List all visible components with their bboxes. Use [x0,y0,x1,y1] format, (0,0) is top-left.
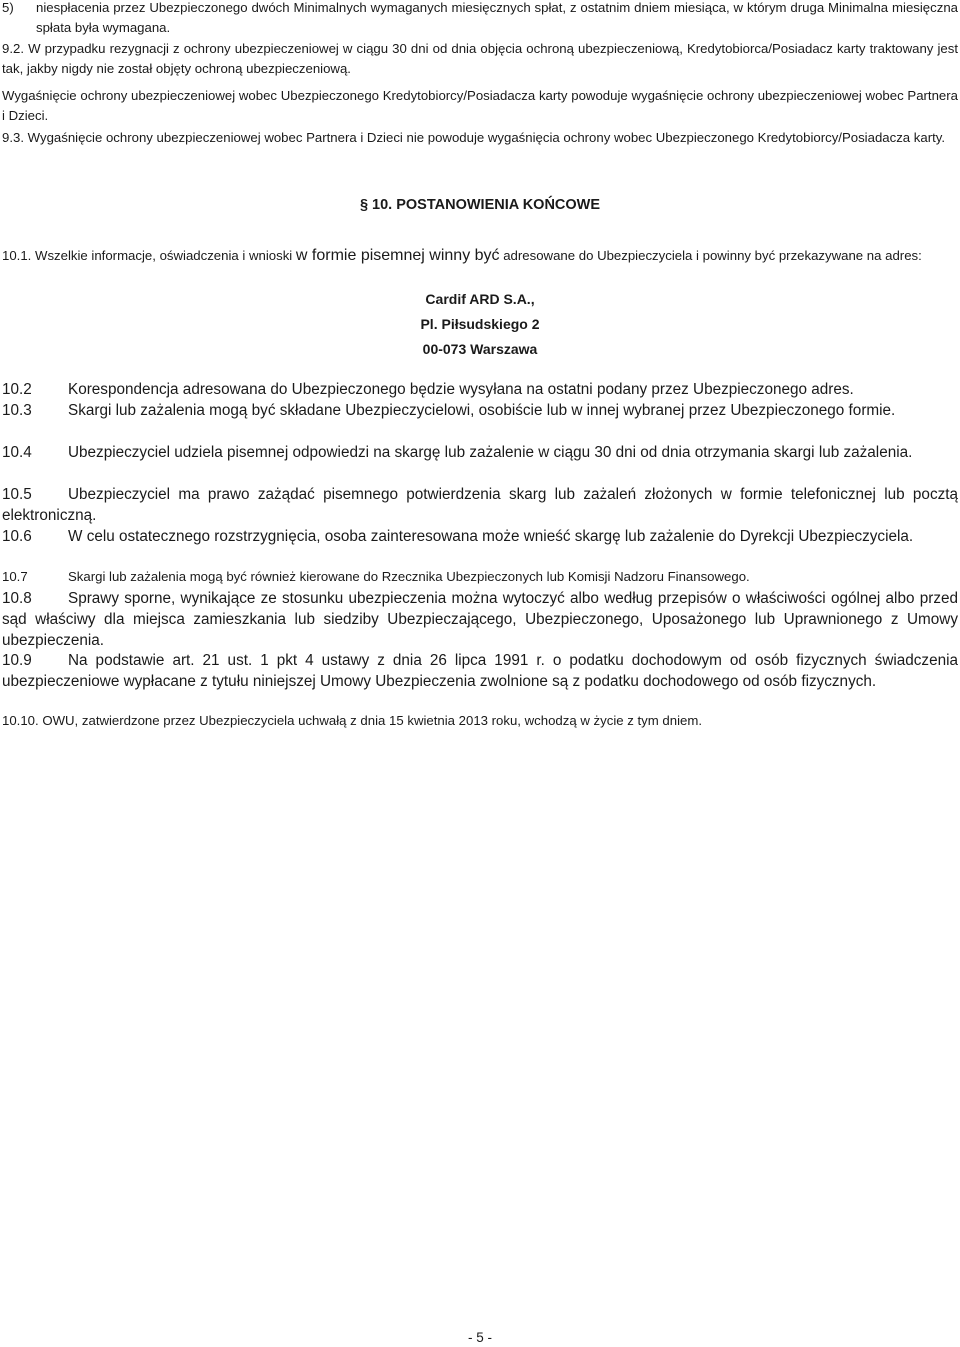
address-city: 00-073 Warszawa [422,341,538,357]
item-5-text: niespłacenia przez Ubezpieczonego dwóch Minimalnych wymaganych miesięcznych spłat, z ostatnim dniem miesiąca, w którym druga Minimalna miesięczna spłata była wymagana. [36,0,958,35]
paragraph-9-3: 9.3. Wygaśnięcie ochrony ubezpieczeniowej wobec Partnera i Dzieci nie powoduje wygaśnięcia ochrony wobec Ubezpieczonego Kredytobiorcy/Posiadacza karty. [2,130,946,145]
paragraph-10-10: 10.10. OWU, zatwierdzone przez Ubezpieczyciela uchwałą z dnia 15 kwietnia 2013 roku, wchodzą w życie z tym dniem. [2,713,702,728]
item-text: Korespondencja adresowana do Ubezpieczonego będzie wysyłana na ostatni podany przez Ubezpieczonego adres. [68,381,854,398]
item-text: Na podstawie art. 21 ust. 1 pkt 4 ustawy z dnia 26 lipca 1991 r. o podatku dochodowym od osób fizycznych świadczenia ubezpieczeniowe wypłacane z tytułu niniejszej Umowy Ubezpieczenia zwolnione są z podatku dochodowego od osób fizycznych. [2,652,958,690]
paragraph-10-1-lead: 10.1. Wszelkie informacje, oświadczenia i wnioski [2,248,293,263]
item-number: 10.3 [2,402,32,419]
item-5 [2,0,958,38]
item-text: Skargi lub zażalenia mogą być również kierowane do Rzecznika Ubezpieczonych lub Komisji Nadzoru Finansowego. [68,569,750,584]
item-text: Ubezpieczyciel udziela pisemnej odpowiedzi na skargę lub zażalenie w ciągu 30 dni od dnia otrzymania skargi lub zażalenia. [68,444,913,461]
item-number: 10.4 [2,444,32,461]
item-number: 10.6 [2,528,32,545]
item-number: 10.8 [2,590,32,607]
item-10-4 [2,442,958,463]
item-number: 10.5 [2,486,32,503]
item-text: Skargi lub zażalenia mogą być składane Ubezpieczycielowi, osobiście lub w innej wybranej przez Ubezpieczonego formie. [68,402,896,419]
item-number: 10.7 [2,569,28,584]
address-company: Cardif ARD S.A., [425,291,535,307]
item-text: Ubezpieczyciel ma prawo zażądać pisemnego potwierdzenia skarg lub zażaleń złożonych w formie telefonicznej lub pocztą elektroniczną. [2,486,958,524]
paragraph-10-1 [2,246,958,266]
paragraph-9-2: 9.2. W przypadku rezygnacji z ochrony ubezpieczeniowej w ciągu 30 dni od dnia objęcia ochroną ubezpieczeniową, Kredytobiorca/Posiadacz karty traktowany jest tak, jakby nigdy nie został objęty ochroną ubezpieczeniową. [2,41,958,76]
item-10-7 [2,567,958,587]
section-heading: § 10. POSTANOWIENIA KOŃCOWE [359,197,601,213]
paragraph-wygasniecie: Wygaśnięcie ochrony ubezpieczeniowej wobec Ubezpieczonego Kredytobiorcy/Posiadacza karty powoduje wygaśnięcie ochrony ubezpieczeniowej wobec Partnera i Dzieci. [2,88,958,123]
item-10-5 [2,484,958,526]
item-number: 10.9 [2,652,32,669]
item-10-6 [2,526,958,547]
item-10-3 [2,400,958,421]
item-10-9 [2,650,958,692]
item-text: Sprawy sporne, wynikające ze stosunku ubezpieczenia można wytoczyć albo według przepisów o właściwości ogólnej albo przed sąd właściwy dla miejsca zamieszkania lub siedziby Ubezpieczającego, Ubezpieczonego, Uposażonego lub Uprawnionego z Umowy ubezpieczenia. [2,590,958,649]
item-5-number: 5) [2,0,14,15]
address-street: Pl. Piłsudskiego 2 [420,316,540,332]
item-10-8 [2,588,958,651]
paragraph-10-1-mid: w formie pisemnej winny być [295,247,500,264]
item-text: W celu ostatecznego rozstrzygnięcia, osoba zainteresowana może wnieść skargę lub zażalenie do Dyrekcji Ubezpieczyciela. [68,528,914,545]
page-number: - 5 - [467,1330,492,1345]
item-number: 10.2 [2,381,32,398]
item-10-2 [2,379,958,400]
paragraph-10-1-tail: adresowane do Ubezpieczyciela i powinny być przekazywane na adres: [503,248,922,263]
